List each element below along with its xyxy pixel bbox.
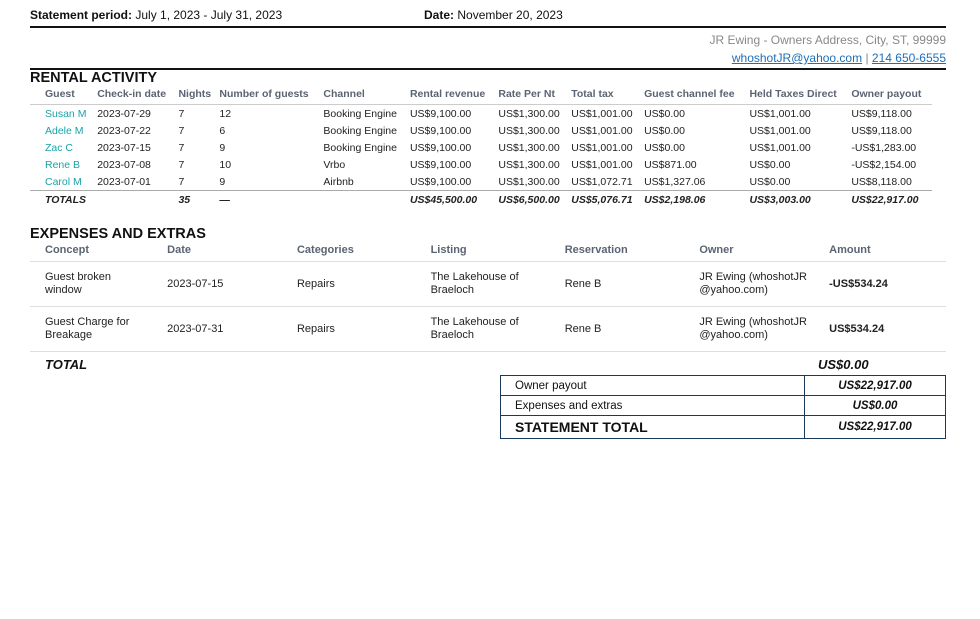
rental-cell: 2023-07-01: [97, 175, 151, 188]
summary-statement-total-row: [501, 416, 946, 439]
rental-activity-title: RENTAL ACTIVITY: [30, 70, 158, 86]
rental-cell: US$1,327.06: [644, 175, 706, 188]
rental-total-cell: US$22,917.00: [849, 191, 932, 209]
expense-row: [30, 307, 946, 352]
expense-listing[interactable]: The Lakehouse of Braeloch: [416, 262, 550, 307]
statement-date: [424, 8, 563, 22]
expense-concept: Guest broken window: [30, 262, 152, 307]
rental-total-cell: [95, 191, 176, 209]
expenses-column-header: Owner: [684, 241, 814, 262]
rental-total-cell: US$6,500.00: [496, 191, 569, 209]
rental-cell: US$9,100.00: [409, 107, 472, 120]
rental-cell: 7: [178, 141, 185, 154]
rental-cell: 2023-07-22: [97, 124, 151, 137]
rental-cell: Booking Engine: [323, 124, 397, 137]
rental-cell: 6: [219, 124, 226, 137]
rental-activity-table: [30, 86, 932, 208]
date-label: Date:: [424, 8, 455, 22]
statement-summary: [500, 375, 946, 439]
expense-concept: Guest Charge for Breakage: [30, 307, 152, 352]
rental-total-cell: TOTALS: [30, 191, 95, 209]
expense-date: 2023-07-31: [152, 307, 282, 352]
rental-cell: US$9,100.00: [409, 158, 472, 171]
rental-cell: US$8,118.00: [851, 175, 912, 188]
rental-cell: US$1,072.71: [571, 175, 633, 188]
rental-cell: US$1,300.00: [498, 124, 560, 137]
expense-date: 2023-07-15: [152, 262, 282, 307]
rental-cell: Vrbo: [323, 158, 346, 171]
rental-cell: 10: [219, 158, 232, 171]
expenses-header-row: [30, 241, 946, 262]
expense-row: [30, 262, 946, 307]
rental-header-row: [30, 86, 932, 105]
rental-cell: US$1,001.00: [571, 124, 633, 137]
rental-guest-link[interactable]: Adele M: [45, 124, 84, 137]
rental-column-header: Nights: [176, 86, 217, 105]
rental-cell: US$1,001.00: [749, 124, 811, 137]
rental-cell: US$1,300.00: [498, 158, 560, 171]
summary-statement-total-label: STATEMENT TOTAL: [501, 416, 805, 439]
expense-owner[interactable]: JR Ewing (whoshotJR@yahoo.com): [684, 262, 814, 307]
summary-expenses-value: US$0.00: [805, 396, 946, 416]
rental-cell: 2023-07-08: [97, 158, 151, 171]
expenses-column-header: Concept: [30, 241, 152, 262]
expenses-title: EXPENSES AND EXTRAS: [30, 226, 206, 242]
summary-owner-payout-label: Owner payout: [501, 376, 805, 396]
rental-cell: 12: [219, 107, 232, 120]
rental-cell: -US$2,154.00: [851, 158, 917, 171]
rental-cell: Booking Engine: [323, 107, 397, 120]
rental-total-cell: 35: [176, 191, 217, 209]
rental-row: [30, 105, 932, 123]
rental-cell: US$1,300.00: [498, 141, 560, 154]
rental-cell: US$0.00: [644, 141, 685, 154]
expense-reservation[interactable]: Rene B: [550, 307, 685, 352]
owner-contact: [732, 51, 946, 65]
expense-category: Repairs: [282, 307, 416, 352]
expenses-column-header: Listing: [416, 241, 550, 262]
rental-cell: Airbnb: [323, 175, 354, 188]
logo-fragment: [890, 0, 946, 1]
summary-owner-payout-value: US$22,917.00: [805, 376, 946, 396]
expenses-column-header: Amount: [814, 241, 946, 262]
rental-guest-link[interactable]: Zac C: [45, 141, 74, 154]
expenses-column-header: Reservation: [550, 241, 685, 262]
rental-cell: US$0.00: [749, 158, 791, 171]
rental-cell: US$9,100.00: [409, 141, 472, 154]
rental-cell: US$1,300.00: [498, 175, 560, 188]
rental-cell: 9: [219, 175, 226, 188]
rental-column-header: Channel: [321, 86, 408, 105]
rental-cell: 9: [219, 141, 226, 154]
rental-cell: Booking Engine: [323, 141, 397, 154]
rental-column-header: Owner payout: [849, 86, 932, 105]
rental-column-header: Number of guests: [217, 86, 321, 105]
rental-cell: US$1,001.00: [571, 107, 633, 120]
header-divider: [30, 26, 946, 28]
date-value: November 20, 2023: [457, 8, 563, 22]
rental-cell: -US$1,283.00: [851, 141, 917, 154]
summary-expenses-row: [501, 396, 946, 416]
rental-total-cell: —: [217, 191, 321, 209]
rental-cell: US$9,118.00: [851, 107, 912, 120]
rental-cell: 2023-07-15: [97, 141, 151, 154]
rental-cell: 7: [178, 124, 185, 137]
rental-cell: US$1,001.00: [571, 141, 633, 154]
statement-period: [30, 8, 282, 22]
rental-cell: 7: [178, 175, 185, 188]
rental-guest-link[interactable]: Rene B: [45, 158, 81, 171]
rental-total-cell: [321, 191, 408, 209]
owner-divider: [30, 68, 946, 70]
rental-column-header: Check-in date: [95, 86, 176, 105]
period-label: Statement period:: [30, 8, 133, 22]
rental-total-cell: US$3,003.00: [747, 191, 849, 209]
owner-phone-link[interactable]: 214 650-6555: [871, 51, 946, 65]
expense-reservation[interactable]: Rene B: [550, 262, 685, 307]
rental-total-cell: US$45,500.00: [408, 191, 496, 209]
rental-cell: US$0.00: [749, 175, 791, 188]
expense-owner[interactable]: JR Ewing (whoshotJR@yahoo.com): [684, 307, 814, 352]
rental-row: [30, 122, 932, 139]
rental-cell: US$1,001.00: [749, 107, 811, 120]
expense-amount: US$534.24: [814, 307, 946, 352]
contact-separator: |: [865, 51, 869, 65]
summary-owner-payout-row: [501, 376, 946, 396]
expense-amount: -US$534.24: [814, 262, 946, 307]
rental-cell: US$0.00: [644, 107, 685, 120]
rental-column-header: Guest channel fee: [642, 86, 747, 105]
expense-category: Repairs: [282, 262, 416, 307]
rental-guest-link[interactable]: Carol M: [45, 175, 82, 188]
rental-cell: US$871.00: [644, 158, 697, 171]
rental-column-header: Held Taxes Direct: [747, 86, 849, 105]
rental-totals-row: [30, 191, 932, 209]
rental-cell: US$9,118.00: [851, 124, 912, 137]
rental-cell: US$1,001.00: [571, 158, 633, 171]
owner-address: JR Ewing - Owners Address, City, ST, 99999: [709, 33, 946, 47]
summary-statement-total-value: US$22,917.00: [805, 416, 946, 439]
rental-row: [30, 173, 932, 191]
rental-cell: 2023-07-29: [97, 107, 151, 120]
owner-email-link[interactable]: whoshotJR@yahoo.com: [731, 51, 863, 65]
rental-column-header: Guest: [30, 86, 95, 105]
rental-cell: US$9,100.00: [409, 175, 472, 188]
rental-cell: 7: [178, 158, 185, 171]
expenses-total-value: US$0.00: [818, 357, 869, 372]
expenses-total-label: TOTAL: [45, 357, 88, 372]
rental-total-cell: US$2,198.06: [642, 191, 747, 209]
rental-total-cell: US$5,076.71: [569, 191, 642, 209]
rental-cell: US$1,300.00: [498, 107, 560, 120]
rental-guest-link[interactable]: Susan M: [45, 107, 87, 120]
expense-listing[interactable]: The Lakehouse of Braeloch: [416, 307, 550, 352]
rental-cell: US$1,001.00: [749, 141, 811, 154]
expenses-column-header: Categories: [282, 241, 416, 262]
rental-column-header: Rental revenue: [408, 86, 496, 105]
expenses-column-header: Date: [152, 241, 282, 262]
rental-row: [30, 156, 932, 173]
rental-cell: 7: [178, 107, 185, 120]
rental-cell: US$0.00: [644, 124, 685, 137]
rental-row: [30, 139, 932, 156]
rental-column-header: Rate Per Nt: [496, 86, 569, 105]
summary-expenses-label: Expenses and extras: [501, 396, 805, 416]
rental-column-header: Total tax: [569, 86, 642, 105]
expenses-table: [30, 241, 946, 352]
rental-cell: US$9,100.00: [409, 124, 472, 137]
period-value: July 1, 2023 - July 31, 2023: [135, 8, 283, 22]
